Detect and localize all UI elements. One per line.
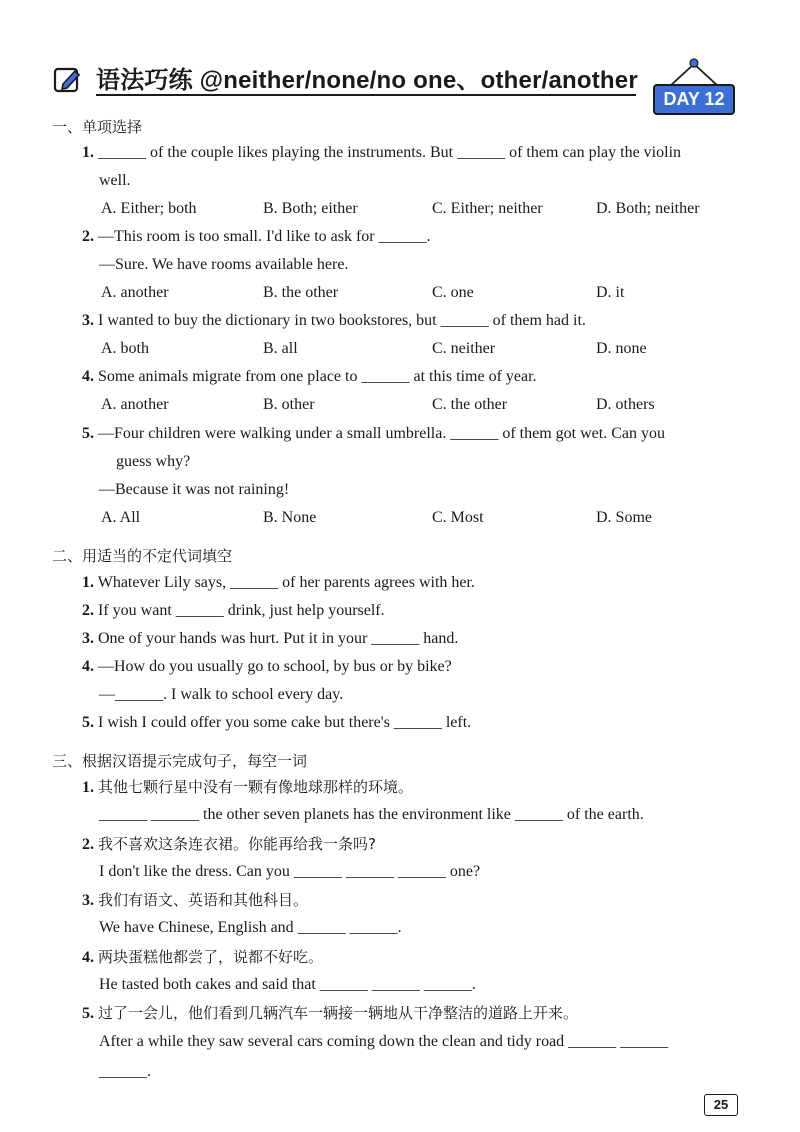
- question-text: [82, 143, 681, 163]
- chinese-prompt: 过了一会儿，他们看到几辆汽车一辆接一辆地从干净整洁的道路上开来。: [98, 1004, 579, 1022]
- question-text: [82, 629, 458, 649]
- question-line: I wanted to buy the dictionary in two bookstores, but ______ of them had it.: [98, 312, 586, 329]
- question-number: 1.: [82, 779, 94, 796]
- question-continuation: well.: [99, 172, 131, 189]
- english-sentence: We have Chinese, English and ______ ______.: [99, 919, 402, 936]
- question-number: 1.: [82, 144, 94, 161]
- question-text: [82, 834, 376, 855]
- chinese-prompt: 我不喜欢这条连衣裙。你能再给我一条吗?: [98, 835, 376, 853]
- option-a: A. another: [101, 396, 169, 413]
- option-d: D. it: [596, 284, 625, 301]
- question-text: [82, 657, 452, 677]
- question-line: If you want ______ drink, just help yourself.: [98, 602, 385, 619]
- option-c: C. Most: [432, 509, 484, 526]
- title-underline: [96, 94, 636, 96]
- option-b: B. all: [263, 340, 298, 357]
- section-title: 二、用适当的不定代词填空: [52, 547, 233, 565]
- option-a: A. another: [101, 284, 169, 301]
- question-text: [82, 424, 665, 444]
- option-a: A. both: [101, 340, 149, 357]
- page-title: 语法巧练 @neither/none/no one、other/another: [96, 67, 638, 94]
- question-number: 5.: [82, 714, 94, 731]
- question-text: [82, 777, 413, 798]
- question-continuation: —Because it was not raining!: [99, 481, 290, 498]
- question-number: 3.: [82, 630, 94, 647]
- question-text: [82, 367, 537, 387]
- option-c: C. Either; neither: [432, 200, 543, 217]
- section-title: 一、单项选择: [52, 118, 143, 136]
- question-continuation: —______. I walk to school every day.: [99, 686, 344, 703]
- option-b: B. other: [263, 396, 315, 413]
- page-number: 25: [704, 1094, 738, 1116]
- question-number: 1.: [82, 574, 94, 591]
- option-b: B. None: [263, 509, 317, 526]
- option-b: B. Both; either: [263, 200, 358, 217]
- section-title: 三、根据汉语提示完成句子，每空一词: [52, 752, 308, 770]
- question-text: [82, 601, 385, 621]
- question-line: —Four children were walking under a small umbrella. ______ of them got wet. Can you: [98, 425, 665, 442]
- question-number: 4.: [82, 949, 94, 966]
- question-number: 2.: [82, 228, 94, 245]
- question-number: 3.: [82, 892, 94, 909]
- chinese-prompt: 我们有语文、英语和其他科目。: [98, 891, 309, 909]
- english-sentence-continuation: ______.: [99, 1063, 151, 1080]
- option-c: C. the other: [432, 396, 508, 413]
- question-text: [82, 1003, 578, 1024]
- question-line: One of your hands was hurt. Put it in your ______ hand.: [98, 630, 459, 647]
- question-text: [82, 573, 475, 593]
- question-number: 4.: [82, 658, 94, 675]
- question-text: [82, 227, 431, 247]
- question-continuation: —Sure. We have rooms available here.: [99, 256, 349, 273]
- chinese-prompt: 两块蛋糕他都尝了，说都不好吃。: [98, 948, 324, 966]
- option-d: D. others: [596, 396, 655, 413]
- question-number: 2.: [82, 602, 94, 619]
- option-d: D. Both; neither: [596, 200, 700, 217]
- option-a: A. All: [101, 509, 141, 526]
- question-number: 3.: [82, 312, 94, 329]
- question-line: —How do you usually go to school, by bus or by bike?: [98, 658, 452, 675]
- question-text: [82, 713, 471, 733]
- english-sentence: After a while they saw several cars coming down the clean and tidy road ______ ______: [99, 1033, 669, 1050]
- english-sentence: ______ ______ the other seven planets has the environment like ______ of the earth.: [99, 806, 644, 823]
- english-sentence: He tasted both cakes and said that ______ ______ ______.: [99, 976, 476, 993]
- question-line: I wish I could offer you some cake but there's ______ left.: [98, 714, 472, 731]
- question-text: [82, 890, 308, 911]
- pencil-check-icon: [52, 64, 84, 96]
- question-text: [82, 947, 323, 968]
- page-header: [52, 58, 752, 118]
- chinese-prompt: 其他七颗行星中没有一颗有像地球那样的环境。: [98, 778, 414, 796]
- option-a: A. Either; both: [101, 200, 197, 217]
- question-line: ______ of the couple likes playing the instruments. But ______ of them can play the violin: [98, 144, 682, 161]
- question-line: Whatever Lily says, ______ of her parents agrees with her.: [97, 574, 475, 591]
- question-line: —This room is too small. I'd like to ask for ______.: [98, 228, 431, 245]
- question-line: Some animals migrate from one place to ______ at this time of year.: [98, 368, 537, 385]
- question-text: [82, 311, 586, 331]
- option-d: D. Some: [596, 509, 652, 526]
- question-continuation: guess why?: [116, 453, 191, 470]
- question-number: 4.: [82, 368, 94, 385]
- option-d: D. none: [596, 340, 647, 357]
- day-badge: [652, 58, 736, 118]
- option-b: B. the other: [263, 284, 339, 301]
- question-number: 2.: [82, 836, 94, 853]
- option-c: C. neither: [432, 340, 496, 357]
- question-number: 5.: [82, 425, 94, 442]
- english-sentence: I don't like the dress. Can you ______ ______ ______ one?: [99, 863, 481, 880]
- option-c: C. one: [432, 284, 474, 301]
- day-label: DAY 12: [663, 89, 725, 109]
- question-number: 5.: [82, 1005, 94, 1022]
